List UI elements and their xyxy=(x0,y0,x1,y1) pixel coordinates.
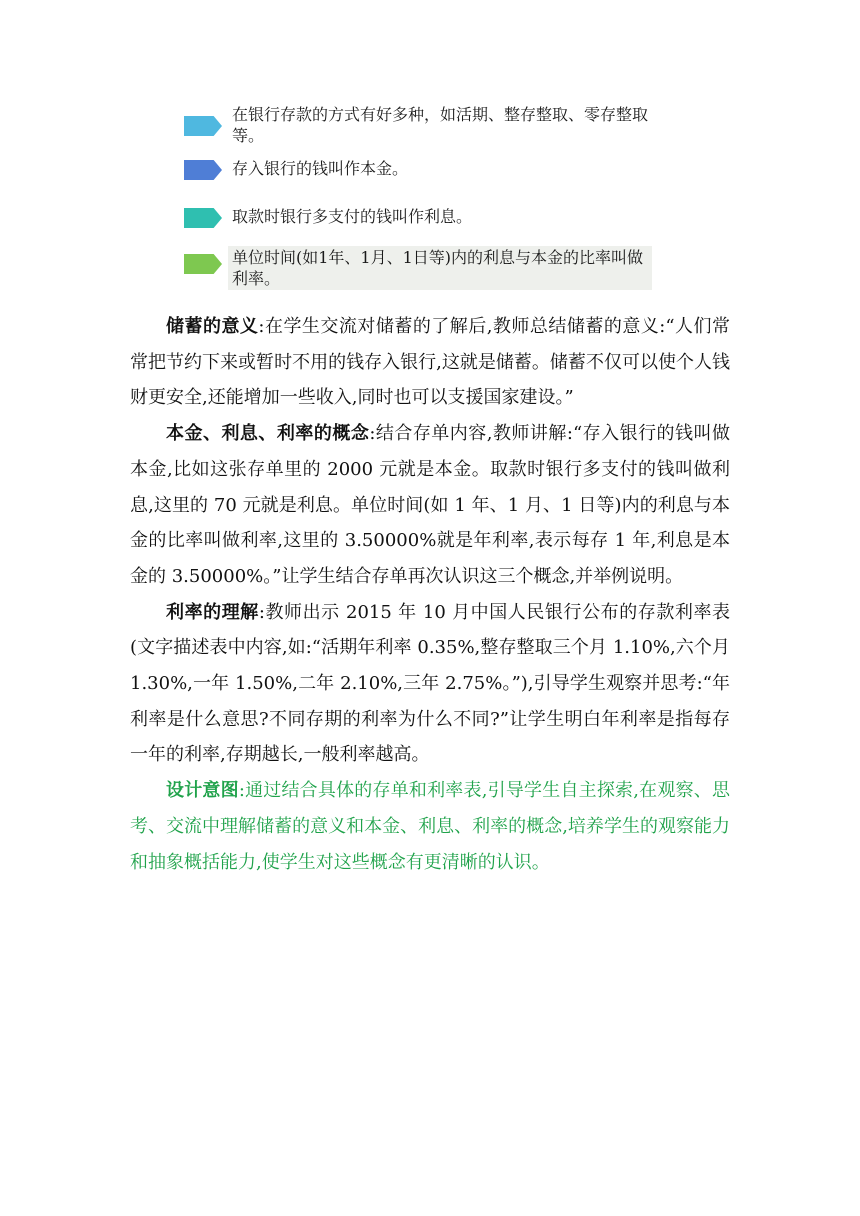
paragraph-heading: 储蓄的意义 xyxy=(166,316,259,337)
paragraph-heading: 本金、利息、利率的概念 xyxy=(166,423,370,445)
bullet-item-deposit-methods xyxy=(182,104,652,158)
bullet-item-interest-rate xyxy=(182,246,652,294)
arrow-marker-icon xyxy=(184,160,222,180)
paragraph-text: :在学生交流对储蓄的了解后,教师总结储蓄的意义:“人们常常把节约下来或暂时不用的钱存入银行,这就是储蓄。储蓄不仅可以使个人钱财更安全,还能增加一些收入,同时也可以支援国家建设。” xyxy=(130,316,731,409)
paragraph-text: :教师出示 2015 年 10 月中国人民银行公布的存款利率表(文字描述表中内容,如:“活期年利率 0.35%,整存整取三个月 1.10%,六个月 1.30%,一年 1.50%,二年 2.10%,三年 2.75%。”),引导学生观察并思考:“年利率是什么意思?不同存期的利率为什么不同?”让学生明白年利率是指每存一年的利率,存期越长,一般利率越高。 xyxy=(130,601,731,766)
bullet-text: 单位时间(如1年、1月、1日等)内的利息与本金的比率叫做利率。 xyxy=(228,246,652,290)
paragraph-rate-understanding xyxy=(130,595,730,774)
bullet-item-principal xyxy=(182,158,652,200)
bullet-text: 取款时银行多支付的钱叫作利息。 xyxy=(232,207,473,226)
concept-bullet-list xyxy=(182,104,652,294)
paragraph-concepts xyxy=(130,416,730,595)
arrow-marker-icon xyxy=(184,116,222,136)
lesson-body xyxy=(130,309,730,880)
bullet-text: 存入银行的钱叫作本金。 xyxy=(232,159,409,178)
bullet-text: 在银行存款的方式有好多种，如活期、整存整取、零存整取等。 xyxy=(232,105,649,145)
bullet-item-interest xyxy=(182,206,652,246)
paragraph-savings-meaning xyxy=(130,309,730,416)
paragraph-heading: 设计意图 xyxy=(166,780,239,802)
arrow-marker-icon xyxy=(184,254,222,274)
paragraph-text: :结合存单内容,教师讲解:“存入银行的钱叫做本金,比如这张存单里的 2000 元就是本金。取款时银行多支付的钱叫做利息,这里的 70 元就是利息。单位时间(如 1 年、1 月、1 日等)内的利息与本金的比率叫做利率,这里的 3.50000%就是年利率,表示每存 1 年,利息是本金的 3.50000%。”让学生结合存单再次认识这三个概念,并举例说明。 xyxy=(130,423,731,587)
paragraph-text: :通过结合具体的存单和利率表,引导学生自主探索,在观察、思考、交流中理解储蓄的意义和本金、利息、利率的概念,培养学生的观察能力和抽象概括能力,使学生对这些概念有更清晰的认识。 xyxy=(130,780,730,873)
arrow-marker-icon xyxy=(184,208,222,228)
paragraph-design-intent xyxy=(130,773,730,880)
paragraph-heading: 利率的理解 xyxy=(166,601,259,623)
